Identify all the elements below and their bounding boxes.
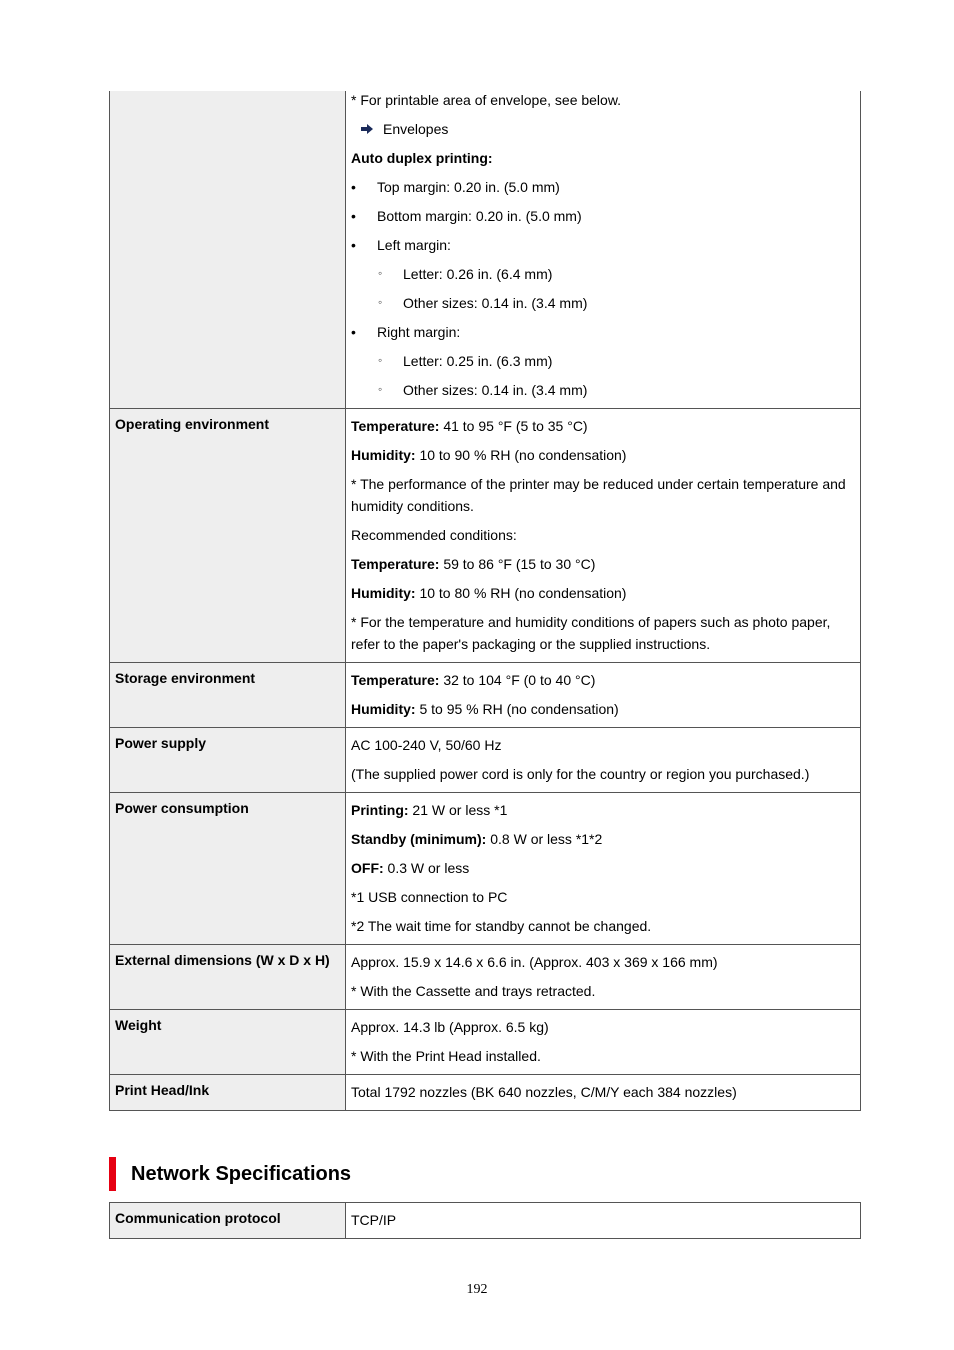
row-value: Printing: 21 W or less *1 Standby (minimum): 0.8 W or less *1*2 OFF: 0.3 W or less *1 USB connection to PC *2 The wait time for standby cannot be changed. xyxy=(346,793,861,945)
table-row xyxy=(110,1075,861,1111)
row-label: Weight xyxy=(110,1010,346,1075)
row-label-empty xyxy=(110,91,346,409)
row-value: AC 100-240 V, 50/60 Hz (The supplied power cord is only for the country or region you purchased.) xyxy=(346,728,861,793)
list-item: • Bottom margin: 0.20 in. (5.0 mm) xyxy=(351,205,855,227)
table-row xyxy=(110,945,861,1010)
sub-list-item: ◦ Letter: 0.25 in. (6.3 mm) xyxy=(351,350,855,372)
network-specifications-table xyxy=(109,1202,861,1239)
row-value: Approx. 15.9 x 14.6 x 6.6 in. (Approx. 403 x 369 x 166 mm) * With the Cassette and trays retracted. xyxy=(346,945,861,1010)
specifications-table xyxy=(109,91,861,1111)
sub-list-item: ◦ Letter: 0.26 in. (6.4 mm) xyxy=(351,263,855,285)
row-label: Power supply xyxy=(110,728,346,793)
section-heading-text: Network Specifications xyxy=(131,1162,352,1185)
row-value: Total 1792 nozzles (BK 640 nozzles, C/M/Y each 384 nozzles) xyxy=(346,1075,861,1111)
page-number: 192 xyxy=(466,1282,488,1297)
sub-list-item: ◦ Other sizes: 0.14 in. (3.4 mm) xyxy=(351,292,855,314)
table-row xyxy=(110,728,861,793)
table-row xyxy=(110,1010,861,1075)
row-label: Storage environment xyxy=(110,663,346,728)
table-row xyxy=(110,663,861,728)
table-row xyxy=(110,1203,861,1239)
row-value: Approx. 14.3 lb (Approx. 6.5 kg) * With the Print Head installed. xyxy=(346,1010,861,1075)
row-label: External dimensions (W x D x H) xyxy=(110,945,346,1010)
list-item: • Left margin: xyxy=(351,234,855,256)
row-value: Temperature: 32 to 104 °F (0 to 40 °C) Humidity: 5 to 95 % RH (no condensation) xyxy=(346,663,861,728)
envelopes-link[interactable]: Envelopes xyxy=(383,121,449,137)
row-value xyxy=(346,91,861,409)
row-label: Power consumption xyxy=(110,793,346,945)
sub-list-item: ◦ Other sizes: 0.14 in. (3.4 mm) xyxy=(351,379,855,401)
auto-duplex-heading: Auto duplex printing: xyxy=(351,150,493,166)
arrow-right-icon xyxy=(361,124,373,134)
table-row xyxy=(110,91,861,409)
list-item: • Top margin: 0.20 in. (5.0 mm) xyxy=(351,176,855,198)
heading-accent-bar xyxy=(109,1157,116,1191)
table-row xyxy=(110,409,861,663)
table-row xyxy=(110,793,861,945)
row-label: Communication protocol xyxy=(110,1203,346,1239)
list-item: • Right margin: xyxy=(351,321,855,343)
section-heading xyxy=(109,1157,351,1191)
row-value: Temperature: 41 to 95 °F (5 to 35 °C) Humidity: 10 to 90 % RH (no condensation) * The performance of the printer may be reduced under certain temperature and humidity conditions. Recommended conditions: Temperature: 59 to 86 °F (15 to 30 °C) Humidity: 10 to 80 % RH (no condensation) * For the temperature and humidity conditions of papers such as photo paper, refer to the paper's packaging or the supplied instructions. xyxy=(346,409,861,663)
envelope-note: * For printable area of envelope, see below. xyxy=(351,92,622,108)
row-value: TCP/IP xyxy=(346,1203,861,1239)
row-label: Operating environment xyxy=(110,409,346,663)
row-label: Print Head/Ink xyxy=(110,1075,346,1111)
envelopes-link-line[interactable] xyxy=(351,118,855,140)
